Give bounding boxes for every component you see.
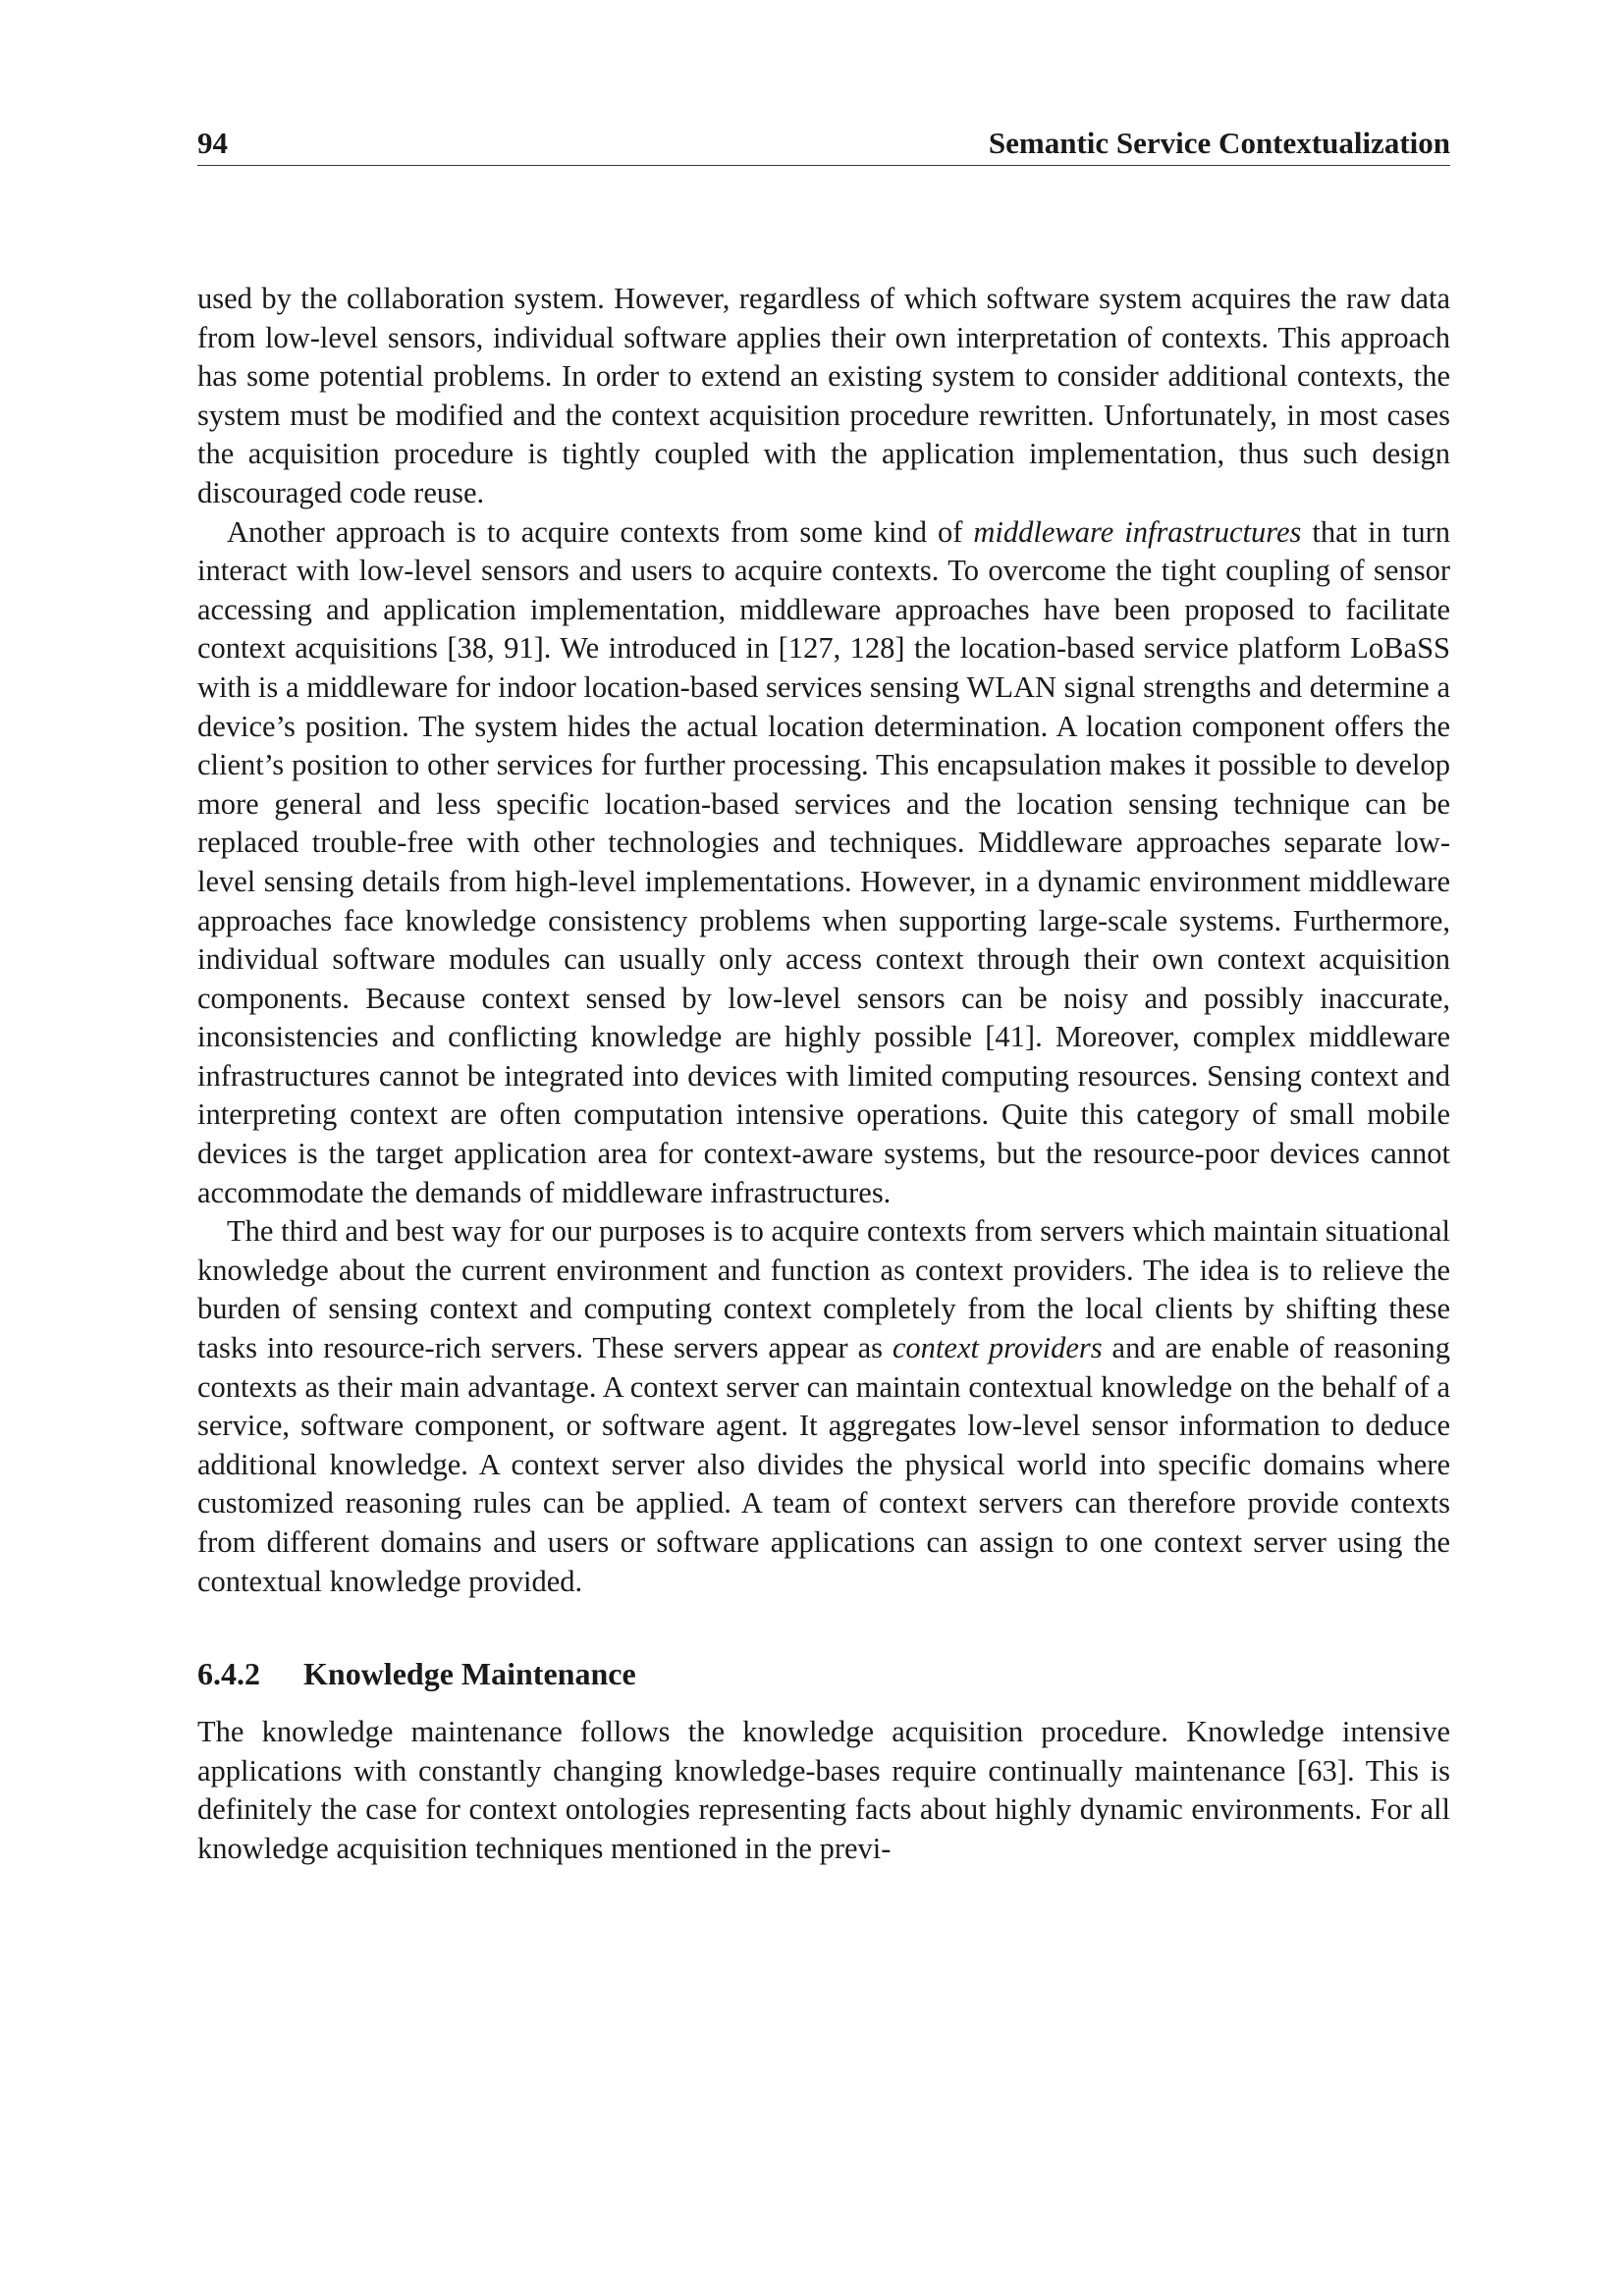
emphasis-context-providers: context providers	[892, 1331, 1103, 1365]
section-number: 6.4.2	[197, 1656, 260, 1692]
running-head	[197, 126, 1450, 166]
paragraph-middleware	[197, 513, 1450, 1213]
page-number: 94	[197, 126, 228, 160]
paragraph-knowledge-maintenance: The knowledge maintenance follows the knowledge acquisition procedure. Knowledge intensive applications with constantly changing knowledge-bases require continually maintenance [63]. This is definitely the case for context ontologies representing facts about highly dynamic environments. For all knowledge acquisition techniques mentioned in the previ-	[197, 1715, 1450, 1865]
section-title: Knowledge Maintenance	[303, 1656, 636, 1692]
section-heading	[197, 1654, 1450, 1693]
paragraph-text: The third and best way for our purposes is to acquire contexts from servers which maintain situational knowledge about the current environment and function as context providers. The idea is to relieve the burden of sensing context and computing context completely from the local clients by shifting these tasks into resource-rich servers. These servers appear as	[197, 1214, 1450, 1365]
paragraph-text: that in turn interact with low-level sensors and users to acquire contexts. To overcome the tight coupling of sensor accessing and application implementation, middleware approaches have been proposed to facilitate context acquisitions [38, 91]. We introduced in [127, 128] the location-based service platform LoBaSS with is a middleware for indoor location-based services sensing WLAN signal strengths and determine a device’s position. The system hides the actual location determination. A location component offers the client’s position to other services for further processing. This encapsulation makes it possible to develop more general and less specific location-based services and the location sensing technique can be replaced trouble-free with other technologies and techniques. Middleware approaches separate low-level sensing details from high-level implementations. However, in a dynamic environment middleware approaches face knowledge consistency problems when supporting large-scale systems. Furthermore, individual software modules can usually only access context through their own context acquisition components. Because context sensed by low-level sensors can be noisy and possibly inaccurate, inconsistencies and conflicting knowledge are highly possible [41]. Moreover, complex middleware infrastructures cannot be integrated into devices with limited computing resources. Sensing context and interpreting context are often computation intensive operations. Quite this category of small mobile devices is the target application area for context-aware systems, but the resource-poor devices cannot accommodate the demands of middleware infrastructures.	[197, 514, 1450, 1209]
paragraph-context-servers	[197, 1212, 1450, 1601]
emphasis-middleware-infrastructures: middleware infrastructures	[973, 514, 1302, 549]
paragraph-continued: used by the collaboration system. However, regardless of which software system acquires the raw data from low-level sensors, individual software applies their own interpretation of contexts. This approach has some potential problems. In order to extend an existing system to consider additional contexts, the system must be modified and the context acquisition procedure rewritten. Unfortunately, in most cases the acquisition procedure is tightly coupled with the application implementation, thus such design discouraged code reuse.	[197, 282, 1450, 509]
chapter-title: Semantic Service Contextualization	[988, 126, 1450, 160]
body-text	[197, 280, 1450, 1869]
paragraph-text: Another approach is to acquire contexts from some kind of	[227, 514, 974, 549]
paragraph-text: and are enable of reasoning contexts as their main advantage. A context server can maintain contextual knowledge on the behalf of a service, software component, or software agent. It aggregates low-level sensor information to deduce additional knowledge. A context server also divides the physical world into specific domains where customized reasoning rules can be applied. A team of context servers can therefore provide contexts from different domains and users or software applications can assign to one context server using the contextual knowledge provided.	[197, 1331, 1450, 1598]
